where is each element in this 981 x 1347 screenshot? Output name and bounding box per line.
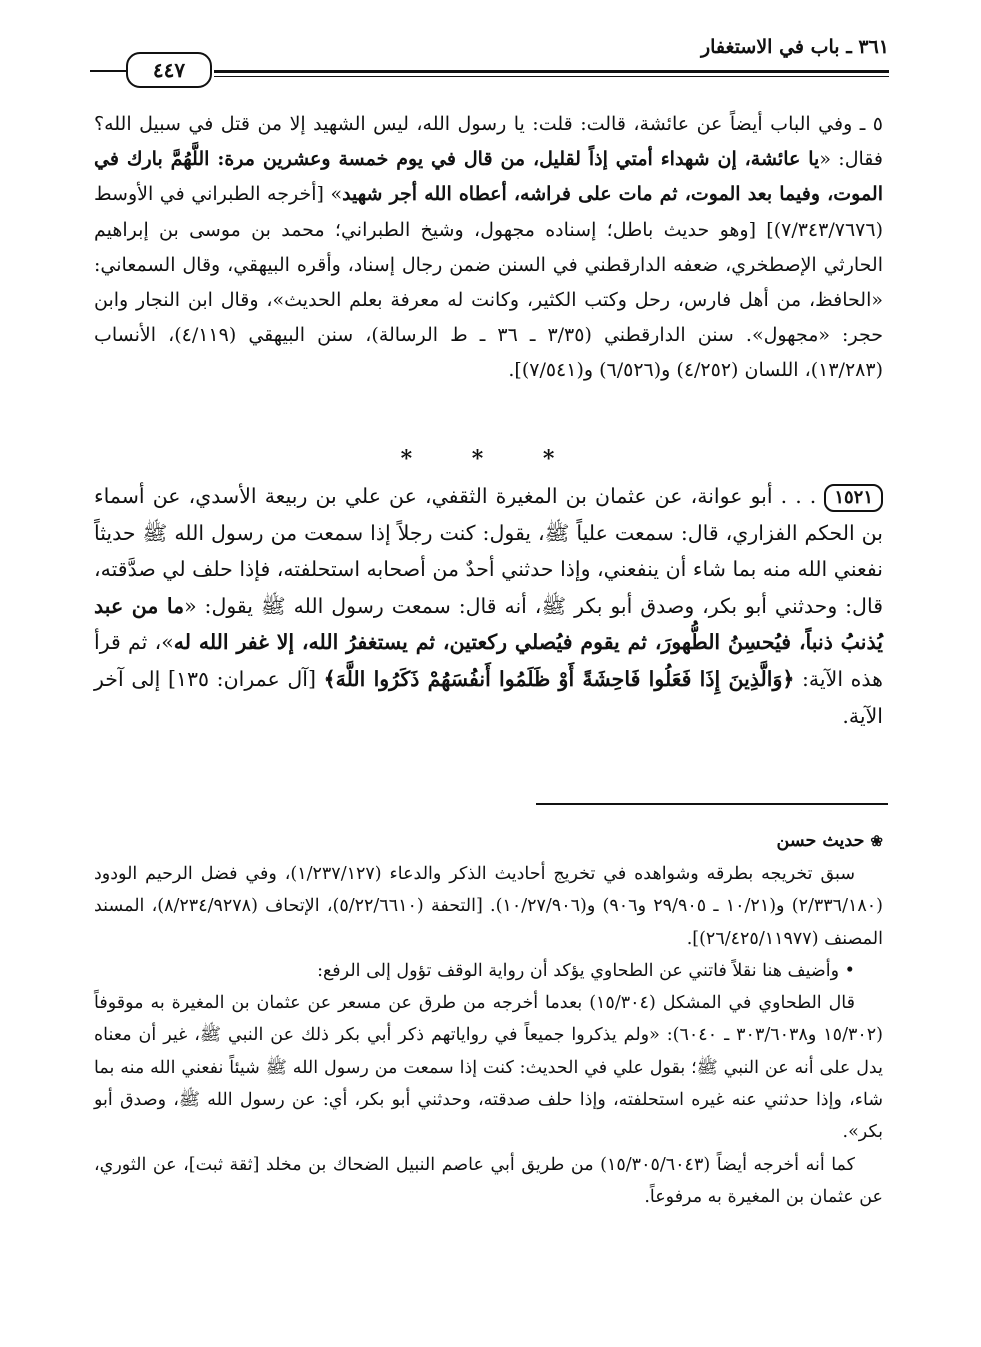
header-rule-left xyxy=(90,70,126,72)
hadith-number-badge: ١٥٢١ xyxy=(824,484,883,512)
footnote-heading xyxy=(94,825,883,857)
footnote-para-1: سبق تخريجه بطرقه وشواهده في تخريج أحاديث الذكر والدعاء (١/٢٣٧/١٢٧)، وفي فضل الرحيم الودود (٢/٣٣٦/١٨٠) و(١٠/٢١ ـ ٢٩/٩٠٥ و٩٠٦) و(١٠/٢٧/٩٠٦). [التحفة (٥/٢٢/٦٦١٠)، الإتحاف (٨/٢٣٤/٩٢٧٨)، المسند المصنف (٢٦/٤٢٥/١١٩٧٧)]. xyxy=(94,864,883,949)
p2-text-1: . . . أبو عوانة، عن عثمان بن المغيرة الثقفي، عن علي بن ربيعة الأسدي، عن أسماء بن الحكم الفزاري، قال: سمعت علياً ﷺ، يقول: كنت رجلاً إذا سمعت من رسول الله ﷺ حديثاً نفعني الله منه بما شاء أن ينفعني، وإذا حدثني أحدٌ من أصحابه استحلفته، فإذا حلف لي صدَّقته، قال: وحدثني أبو بكر، وصدق أبو بكر ﷺ، أنه قال: سمعت رسول الله ﷺ يقول: « xyxy=(94,484,884,618)
footnote-body xyxy=(94,858,883,1213)
page-header xyxy=(90,30,889,90)
page-number: ٤٤٧ xyxy=(152,58,186,82)
p2-text-2: »، ثم قرأ هذه الآية: xyxy=(94,630,883,691)
p1-text-1: ٥ ـ وفي الباب أيضاً عن عائشة، قالت: قلت: يا رسول الله، ليس الشهيد إلا من قتل في سبيل الله؟ فقال: « xyxy=(94,113,883,171)
p2-hadith-bold: ما من عبد يُذنبُ ذنباً، فيُحسِنُ الطُّهورَ، ثم يقوم فيُصلي ركعتين، ثم يستغفرُ الله، إلا غفر الله له xyxy=(94,593,883,655)
p1-hadith-bold: يا عائشة، إن شهداء أمتي إذاً لقليل، من قال في يوم خمسة وعشرين مرة: اللَّهُمَّ بارك في الموت، وفيما بعد الموت، ثم مات على فراشه، أعطاه الله أجر شهيد xyxy=(94,148,883,206)
quran-verse: ﴿وَالَّذِينَ إِذَا فَعَلُوا فَاحِشَةً أَوْ ظَلَمُوا أَنفُسَهُمْ ذَكَرُوا اللَّهَ﴾ xyxy=(323,666,795,691)
header-rule-thin xyxy=(214,76,889,77)
paragraph-hadith-1521 xyxy=(94,478,883,734)
footnote-para-2: • وأضيف هنا نقلاً فاتني عن الطحاوي يؤكد أن رواية الوقف تؤول إلى الرفع: xyxy=(317,960,855,981)
footnote-heading-text: حديث حسن xyxy=(776,831,865,851)
page-number-badge xyxy=(126,52,212,88)
paragraph-aisha-hadith xyxy=(94,107,883,389)
running-title: ٣٦١ ـ باب في الاستغفار xyxy=(700,36,889,58)
footnote-para-3: قال الطحاوي في المشكل (١٥/٣٠٤) بعدما أخرجه من طرق عن مسعر عن عثمان بن المغيرة به موقوفاً (١٥/٣٠٢ و٣٠٣/٦٠٣٨ ـ ٦٠٤٠): «ولم يذكروا جميعاً في رواياتهم ذكر أبي بكر ذلك عن النبي ﷺ، غير أن معناه يدل على أنه عن النبي ﷺ؛ بقول علي في الحديث: كنت إذا سمعت من رسول الله ﷺ شيئاً نفعني الله منه بما شاء، وإذا حدثني عنه غيره استحلفته، وإذا حلف صدقته، وحدثني أبو بكر، أي: عن رسول الله ﷺ، وصدق أبو بكر». xyxy=(94,993,883,1143)
flower-ornament-icon: ❀ xyxy=(870,832,883,850)
header-rule-thick xyxy=(214,70,889,73)
footnote-separator xyxy=(536,803,888,805)
p2-text-3: [آل عمران: ١٣٥] إلى آخر الآية. xyxy=(94,666,883,728)
p1-text-2: » [أخرجه الطبراني في الأوسط (٧/٣٤٣/٧٦٧٦)] [وهو حديث باطل؛ إسناده مجهول، وشيخ الطبراني؛ محمد بن موسى بن إبراهيم الحارثي الإصطخري، ضعفه الدارقطني في السنن ضمن رجال إسناد، وأقره البيهقي، وقال السمعاني: «الحافظ، من أهل فارس، رحل وكتب الكثير، وكانت له معرفة بعلم الحديث»، وقال ابن النجار وابن حجر: «مجهول». سنن الدارقطني (٣/٣٥ ـ ٣٦ ـ ط الرسالة)، سنن البيهقي (٤/١١٩)، الأنساب (١٣/٢٨٣)، اللسان (٤/٢٥٢) و(٦/٥٢٦) و(٧/٥٤١)]. xyxy=(94,183,883,382)
footnote-para-4: كما أنه أخرجه أيضاً (١٥/٣٠٥/٦٠٤٣) من طريق أبي عاصم النبيل الضحاك بن مخلد [ثقة ثبت]، عن الثوري، عن عثمان بن المغيرة به مرفوعاً. xyxy=(94,1154,883,1207)
section-separator-stars: * * * xyxy=(400,446,581,472)
